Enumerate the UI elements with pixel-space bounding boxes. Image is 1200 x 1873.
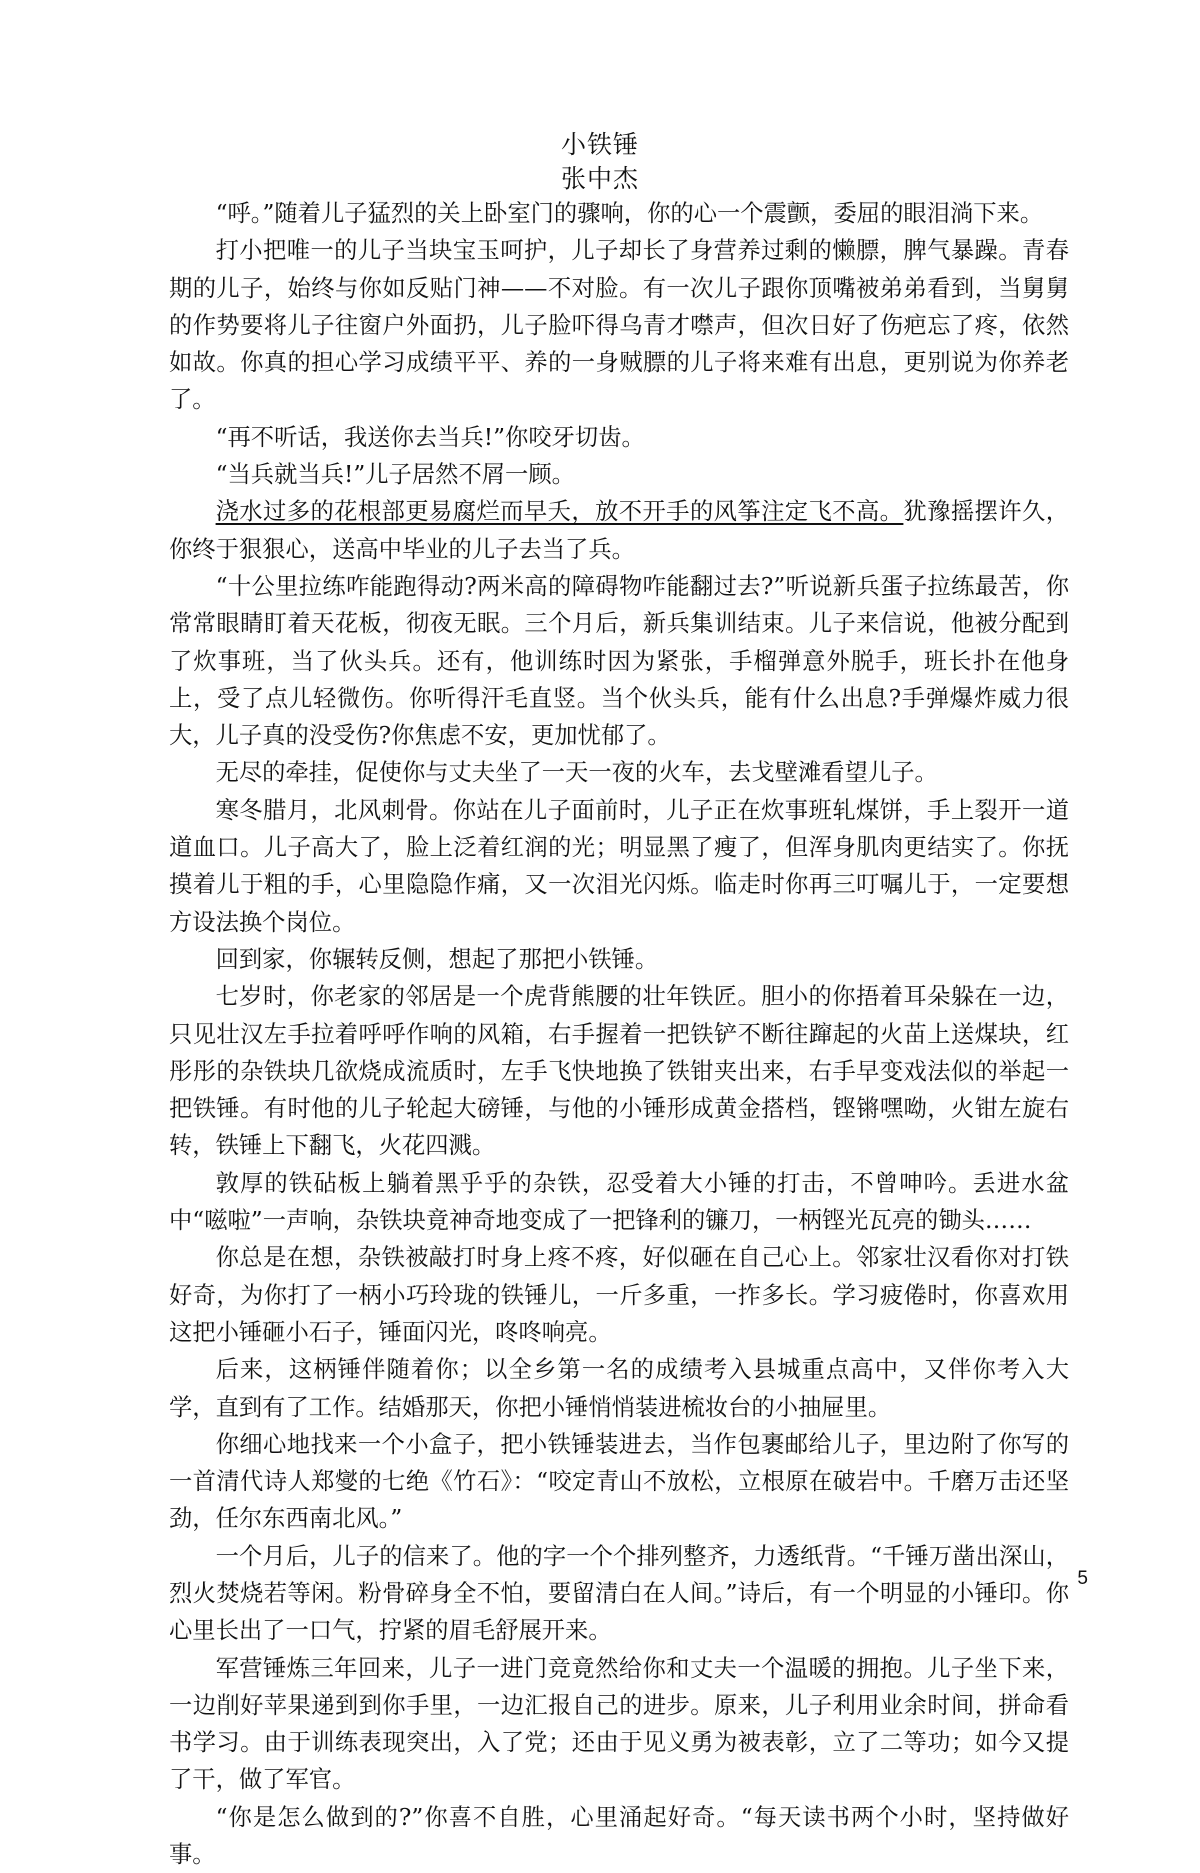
paragraph xyxy=(169,1426,1069,1538)
paragraph-text: 后来，这柄锤伴随着你；以全乡第一名的成绩考入县城重点高中，又伴你考入大学，直到有了工作。结婚那天，你把小锤悄悄装进梳妆台的小抽屉里。 xyxy=(169,1356,1069,1421)
paragraph-text: 回到家，你辗转反侧，想起了那把小铁锤。 xyxy=(215,945,659,973)
paragraph xyxy=(169,1351,1069,1426)
paragraph xyxy=(169,195,1069,232)
paragraph-text: 犹豫摇摆许久，你终于狠狠心，送高中毕业的儿子去当了兵。 xyxy=(169,498,1070,563)
paragraph-text: 一个月后，儿子的信来了。他的字一个个排列整齐，力透纸背。“千锤万凿出深山，烈火焚烧若等闲。粉骨碎身全不怕，要留清白在人间。”诗后，有一个明显的小锤印。你心里长出了一口气，拧紧的眉毛舒展开来。 xyxy=(169,1542,1069,1645)
paragraph xyxy=(169,754,1069,791)
paragraph-text: 打小把唯一的儿子当块宝玉呵护，儿子却长了身营养过剩的懒膘，脾气暴躁。青春期的儿子，始终与你如反贴门神——不对脸。有一次儿子跟你顶嘴被弟弟看到，当舅舅的作势要将儿子往窗户外面扔，儿子脸吓得乌青才噤声，但次日好了伤疤忘了疼，依然如故。你真的担心学习成绩平平、养的一身贼膘的儿子将来难有出息，更别说为你养老了。 xyxy=(169,237,1069,414)
story-body xyxy=(169,195,1069,1873)
paragraph-text: 你细心地找来一个小盒子，把小铁锤装进去，当作包裹邮给儿子，里边附了你写的一首清代诗人郑燮的七绝《竹石》：“咬定青山不放松，立根原在破岩中。千磨万击还坚劲，任尔东西南北风。” xyxy=(169,1430,1069,1533)
paragraph xyxy=(169,1650,1069,1799)
paragraph-text: 无尽的牵挂，促使你与丈夫坐了一天一夜的火车，去戈壁滩看望儿子。 xyxy=(215,759,938,787)
paragraph xyxy=(169,1239,1069,1351)
paragraph-text: “再不听话，我送你去当兵!”你咬牙切齿。 xyxy=(215,423,645,451)
paragraph-text: “呼。”随着儿子猛烈的关上卧室门的骤响，你的心一个震颤，委屈的眼泪淌下来。 xyxy=(215,200,1044,227)
underlined-sentence: 浇水过多的花根部更易腐烂而早夭，放不开手的风筝注定飞不高。 xyxy=(215,498,904,526)
paragraph-text: 军营锤炼三年回来，儿子一进门竞竟然给你和丈夫一个温暖的拥抱。儿子坐下来，一边削好苹果递到到你手里，一边汇报自己的进步。原来，儿子利用业余时间，拼命看书学习。由于训练表现突出，入了党；还由于见义勇为被表彰，立了二等功；如今又提了干，做了军官。 xyxy=(169,1654,1069,1794)
paragraph xyxy=(169,978,1069,1164)
paragraph xyxy=(169,792,1069,941)
paragraph xyxy=(169,419,1069,456)
paragraph-text: “十公里拉练咋能跑得动?两米高的障碍物咋能翻过去?”听说新兵蛋子拉练最苦，你常常眼睛盯着天花板，彻夜无眠。三个月后，新兵集训结束。儿子来信说，他被分配到了炊事班，当了伙头兵。还有，他训练时因为紧张，手榴弹意外脱手，班长扑在他身上，受了点儿轻微伤。你听得汗毛直竖。当个伙头兵，能有什么出息?手弹爆炸威力很大，儿子真的没受伤?你焦虑不安，更加忧郁了。 xyxy=(169,572,1069,750)
paragraph xyxy=(169,1799,1069,1873)
paragraph-text: 敦厚的铁砧板上躺着黑乎乎的杂铁，忍受着大小锤的打击，不曾呻吟。丢进水盆中“嗞啦”一声响，杂铁块竟神奇地变成了一把锋利的镰刀，一柄铿光瓦亮的锄头…… xyxy=(169,1169,1069,1235)
page-number: 5 xyxy=(1077,1568,1088,1589)
author-name: 张中杰 xyxy=(560,164,639,193)
paragraph xyxy=(169,1165,1069,1240)
paragraph xyxy=(169,568,1069,754)
paragraph-text: “你是怎么做到的?”你喜不自胜，心里涌起好奇。“每天读书两个小时，坚持做好事。 xyxy=(169,1803,1069,1869)
paragraph-text: 七岁时，你老家的邻居是一个虎背熊腰的壮年铁匠。胆小的你捂着耳朵躲在一边，只见壮汉左手拉着呼呼作响的风箱，右手握着一把铁铲不断往蹿起的火苗上送煤块，红彤彤的杂铁块几欲烧成流质时，左手飞快地换了铁钳夹出来，右手早变戏法似的举起一把铁锤。有时他的儿子轮起大磅锤，与他的小锤形成黄金搭档，铿锵嘿呦，火钳左旋右转，铁锤上下翻飞，火花四溅。 xyxy=(169,983,1069,1160)
paragraph-text: 寒冬腊月，北风刺骨。你站在儿子面前时，儿子正在炊事班轧煤饼，手上裂开一道道血口。儿子高大了，脸上泛着红润的光；明显黑了瘦了，但浑身肌肉更结实了。你抚摸着儿于粗的手，心里隐隐作痛，又一次泪光闪烁。临走时你再三叮嘱儿于，一定要想方设法换个岗位。 xyxy=(169,796,1069,936)
story-title: 小铁锤 xyxy=(560,130,639,159)
paragraph xyxy=(169,941,1069,978)
paragraph xyxy=(169,493,1069,568)
paragraph xyxy=(169,456,1069,493)
paragraph-text: 你总是在想，杂铁被敲打时身上疼不疼，好似砸在自己心上。邻家壮汉看你对打铁好奇，为你打了一柄小巧玲珑的铁锤儿，一斤多重，一拃多长。学习疲倦时，你喜欢用这把小锤砸小石子，锤面闪光，咚咚响亮。 xyxy=(169,1244,1069,1346)
paragraph-text: “当兵就当兵!”儿子居然不屑一顾。 xyxy=(215,461,575,489)
paragraph xyxy=(169,1538,1069,1650)
paragraph xyxy=(169,232,1069,418)
